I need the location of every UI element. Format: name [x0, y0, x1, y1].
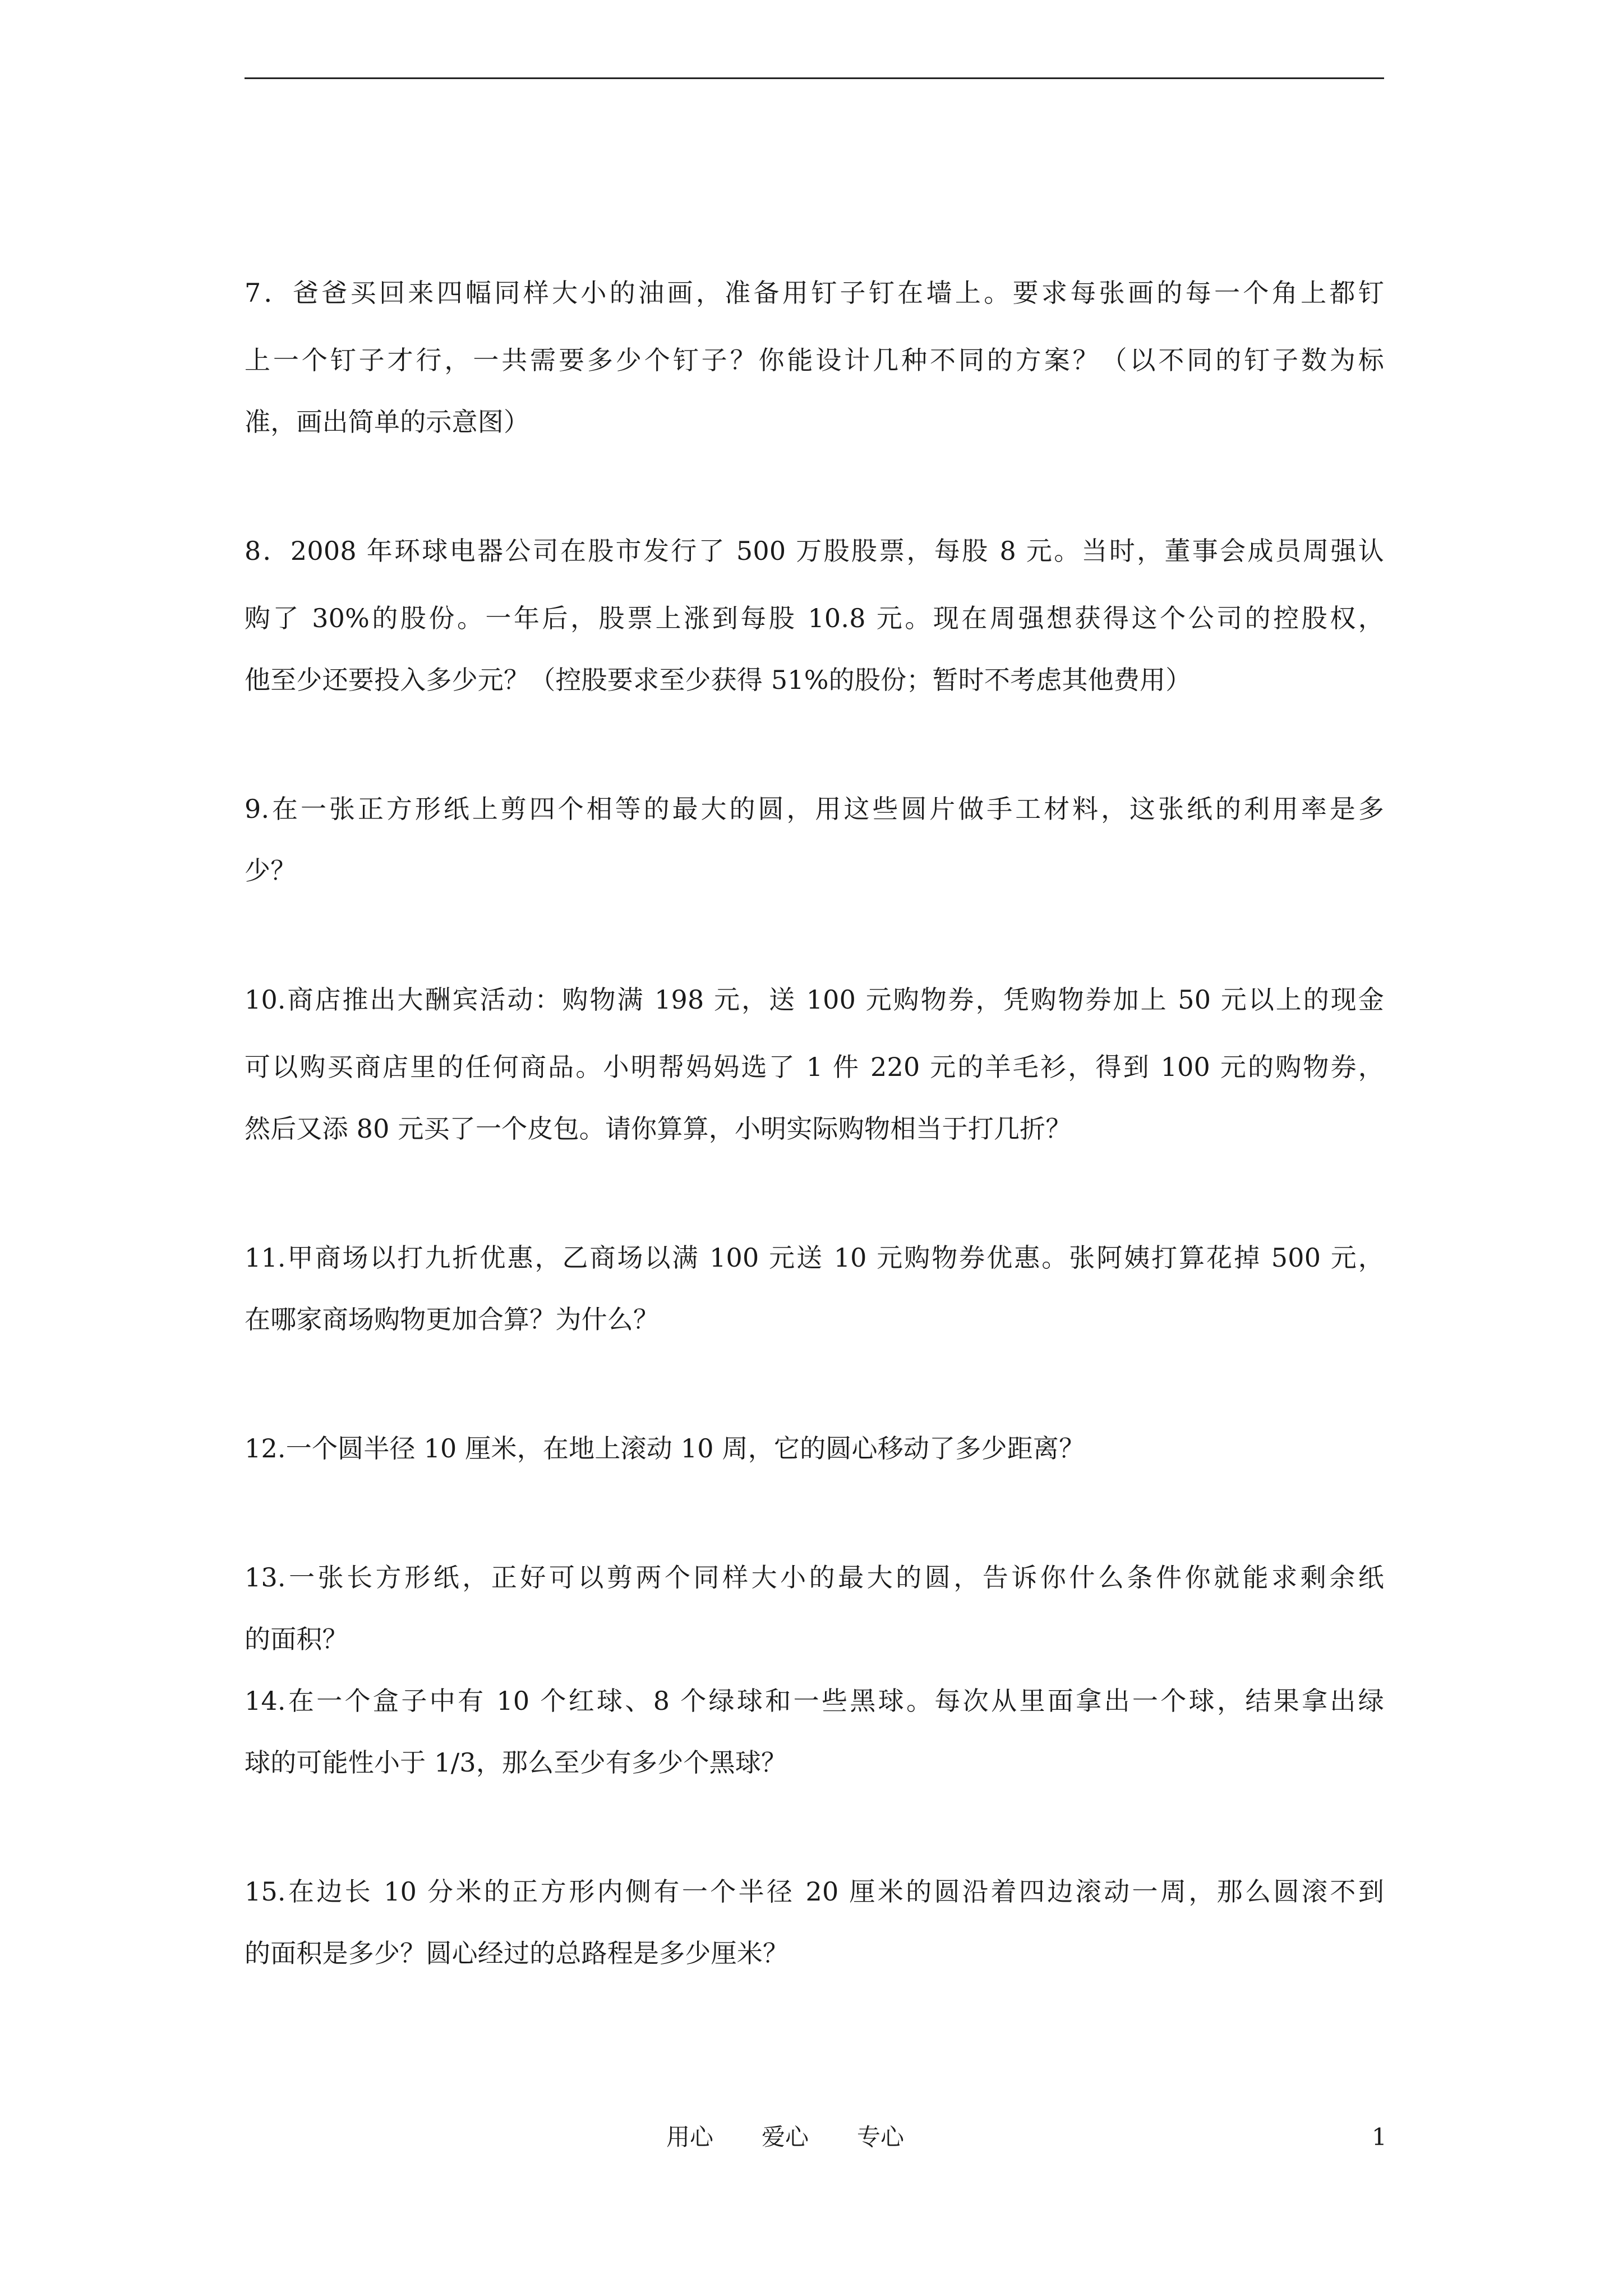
question-10-line-1: 10.商店推出大酬宾活动：购物满 198 元，送 100 元购物券，凭购物券加上 50 元以上的现金	[245, 984, 1384, 1015]
question-15-line-2: 的面积是多少？圆心经过的总路程是多少厘米？	[245, 1938, 789, 1968]
question-7-line-2: 上一个钉子才行，一共需要多少个钉子？你能设计几种不同的方案？（以不同的钉子数为标	[245, 345, 1384, 375]
question-8-line-1: 8．2008 年环球电器公司在股市发行了 500 万股股票，每股 8 元。当时，董事会成员周强认	[245, 536, 1384, 566]
question-11-line-2: 在哪家商场购物更加合算？为什么？	[245, 1304, 660, 1335]
page-footer	[0, 2120, 1623, 2154]
question-15-line-1: 15.在边长 10 分米的正方形内侧有一个半径 20 厘米的圆沿着四边滚动一周，那么圆滚不到	[245, 1876, 1384, 1907]
page-number: 1	[1372, 2123, 1387, 2151]
question-8-line-2: 购了 30%的股份。一年后，股票上涨到每股 10.8 元。现在周强想获得这个公司的控股权，	[245, 603, 1384, 633]
question-13-line-2: 的面积？	[245, 1624, 348, 1654]
question-12-line-1: 12.一个圆半径 10 厘米，在地上滚动 10 周，它的圆心移动了多少距离？	[245, 1433, 1085, 1464]
question-7-line-3: 准，画出简单的示意图）	[245, 407, 530, 437]
question-13-line-1: 13.一张长方形纸，正好可以剪两个同样大小的最大的圆，告诉你什么条件你就能求剩余纸	[245, 1562, 1384, 1593]
question-10-line-2: 可以购买商店里的任何商品。小明帮妈妈选了 1 件 220 元的羊毛衫，得到 100 元的购物券，	[245, 1052, 1384, 1082]
footer-motto-word: 用心	[666, 2123, 714, 2151]
question-7-line-1: 7．爸爸买回来四幅同样大小的油画，准备用钉子钉在墙上。要求每张画的每一个角上都钉	[245, 278, 1384, 308]
question-9-line-2: 少？	[245, 855, 297, 886]
footer-motto-word: 专心	[857, 2123, 905, 2151]
footer-motto	[666, 2120, 904, 2154]
question-11-line-1: 11.甲商场以打九折优惠，乙商场以满 100 元送 10 元购物券优惠。张阿姨打算花掉 500 元，	[245, 1243, 1384, 1273]
question-9-line-1: 9.在一张正方形纸上剪四个相等的最大的圆，用这些圆片做手工材料，这张纸的利用率是多	[245, 794, 1384, 824]
question-14-line-1: 14.在一个盒子中有 10 个红球、8 个绿球和一些黑球。每次从里面拿出一个球，结果拿出绿	[245, 1686, 1384, 1716]
footer-motto-word: 爱心	[762, 2123, 809, 2151]
question-8-line-3: 他至少还要投入多少元？（控股要求至少获得 51%的股份；暂时不考虑其他费用）	[245, 665, 1192, 695]
question-10-line-3: 然后又添 80 元买了一个皮包。请你算算，小明实际购物相当于打几折？	[245, 1114, 1072, 1144]
header-rule	[245, 77, 1384, 79]
question-14-line-2: 球的可能性小于 1/3，那么至少有多少个黑球？	[245, 1747, 787, 1778]
